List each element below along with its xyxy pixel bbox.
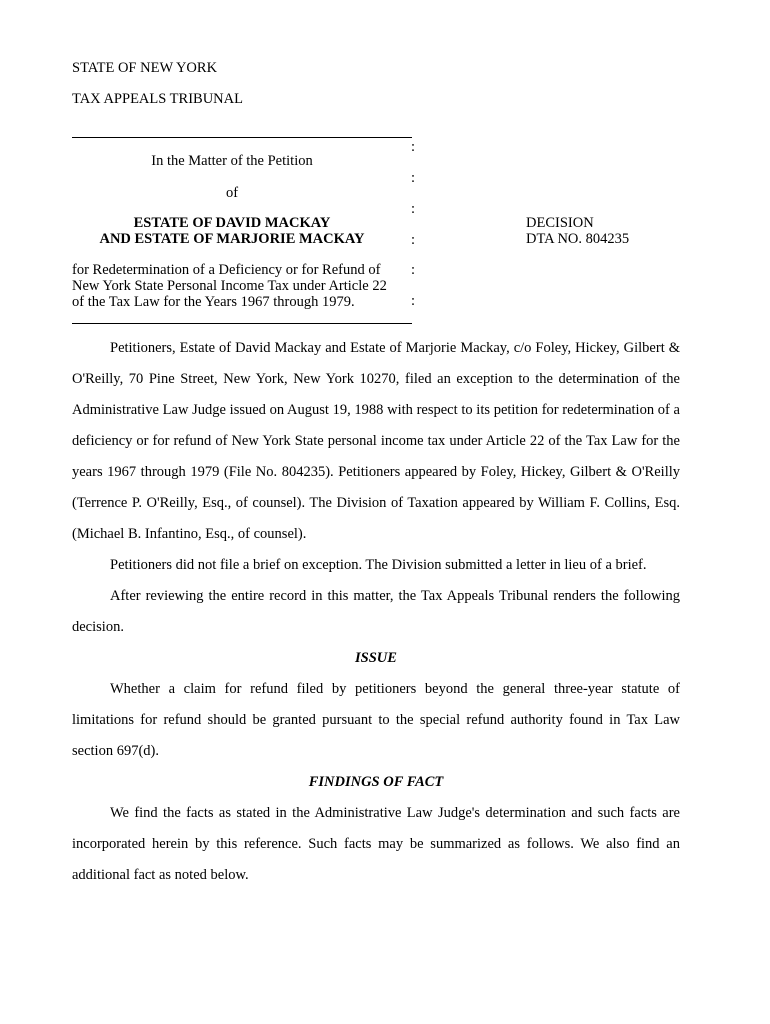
party-name-line-1: ESTATE OF DAVID MACKAY: [133, 215, 331, 231]
tribunal-header: TAX APPEALS TRIBUNAL: [72, 91, 243, 107]
brief-paragraph: Petitioners did not file a brief on exception. The Division submitted a letter in lieu of a brief.: [110, 557, 647, 573]
dta-number: DTA NO. 804235: [526, 231, 630, 247]
issue-paragraph: Whether a claim for refund filed by petitioners beyond the general three-year statute of limitations for refund should be granted pursuant to the special refund authority found in Tax Law section 697(d).: [72, 681, 680, 759]
intro-paragraph: Petitioners, Estate of David Mackay and Estate of Marjorie Mackay, c/o Foley, Hickey, Gilbert & O'Reilly, 70 Pine Street, New York, New York 10270, filed an exception to the determination of the Administrative Law Judge issued on August 19, 1988 with respect to its petition for redetermination of a deficiency or for refund of New York State personal income tax under Article 22 of the Tax Law for the years 1967 through 1979 (File No. 804235). Petitioners appeared by Foley, Hickey, Gilbert & O'Reilly (Terrence P. O'Reilly, Esq., of counsel). The Division of Taxation appeared by William F. Collins, Esq. (Michael B. Infantino, Esq., of counsel).: [72, 340, 680, 542]
issue-heading: ISSUE: [355, 650, 397, 666]
caption-colon: :: [411, 293, 416, 309]
caption-top-rule: [72, 137, 412, 138]
party-name-line-2: AND ESTATE OF MARJORIE MACKAY: [99, 231, 365, 247]
petition-purpose: [72, 262, 407, 310]
decision-label: DECISION: [526, 215, 594, 231]
purpose-line: for Redetermination of a Deficiency or for Refund of: [72, 262, 381, 278]
caption-colon: :: [411, 139, 416, 155]
state-header: STATE OF NEW YORK: [72, 60, 218, 76]
findings-heading: FINDINGS OF FACT: [308, 774, 444, 790]
findings-paragraph: We find the facts as stated in the Administrative Law Judge's determination and such facts are incorporated herein by this reference. Such facts may be summarized as follows. We also find an additional fact as noted below.: [72, 805, 680, 883]
caption-bottom-rule: [72, 323, 412, 324]
caption-colon: :: [411, 262, 416, 278]
caption-colon: :: [411, 201, 416, 217]
matter-line: In the Matter of the Petition: [151, 153, 313, 169]
of-line: of: [225, 185, 239, 201]
decision-body: [72, 333, 680, 891]
review-paragraph: After reviewing the entire record in this matter, the Tax Appeals Tribunal renders the following decision.: [72, 588, 680, 635]
caption-colon: :: [411, 232, 416, 248]
caption-colon: :: [411, 170, 416, 186]
purpose-line: New York State Personal Income Tax under Article 22: [72, 278, 387, 294]
purpose-line: of the Tax Law for the Years 1967 through 1979.: [72, 294, 355, 310]
